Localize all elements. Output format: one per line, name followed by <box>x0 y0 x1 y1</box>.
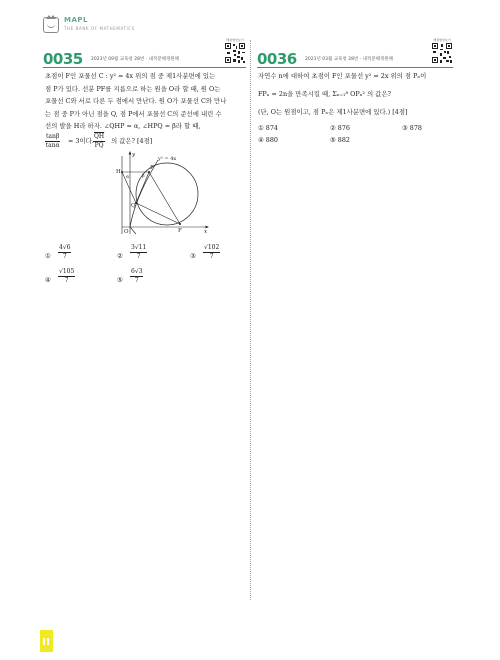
parabola-curve <box>130 160 158 227</box>
segment-pf <box>149 172 180 224</box>
choice-2[interactable]: $\frac{3√11}{7}$ <box>131 244 147 260</box>
choice-mark[interactable]: ③ <box>190 252 196 260</box>
point-f <box>179 223 181 225</box>
qr-label: 해설영상보기 <box>226 38 244 42</box>
choice-3[interactable]: ③ 878 <box>402 124 422 132</box>
choice-4[interactable]: $\frac{√105}{7}$ <box>59 268 75 284</box>
problem-info: 2023년 09월 교육청 28번 · 내적분해정원해 <box>91 57 179 62</box>
problem-line: FPₙ = 2n을 만족시킬 때, Σₙ₌₁⁸ OPₙ² 의 값은? <box>258 90 391 98</box>
brand-subtitle: THE BANK OF MATHEMATICS <box>64 26 135 31</box>
label-f: F <box>178 228 182 234</box>
label-beta: β <box>142 174 145 179</box>
problem-line: 점 P가 있다. 선분 PF를 지름으로 하는 원을 O라 할 때, 원 O는 <box>45 84 221 93</box>
problem-line: 는 점 중 P가 아닌 점을 Q, 점 P에서 포물선 C의 준선에 내린 수 <box>45 109 222 118</box>
label-o: O <box>124 229 129 235</box>
problem-number: 0035 <box>43 50 83 68</box>
choice-5[interactable]: ⑤ 882 <box>330 136 350 144</box>
choice-mark[interactable]: ② <box>117 252 123 260</box>
qr-code-icon[interactable] <box>431 42 453 64</box>
choice-mark[interactable]: ④ <box>45 276 51 284</box>
label-alpha: α <box>126 175 130 180</box>
column-divider <box>250 40 251 600</box>
qr-code-icon[interactable] <box>224 42 246 64</box>
point-p <box>148 171 150 173</box>
header-rule <box>43 67 246 68</box>
problem-line: 선의 발을 H라 하자. ∠QHP = α, ∠HPQ = β라 할 때, <box>45 122 201 130</box>
choice-3[interactable]: $\frac{√102}{7}$ <box>204 244 220 260</box>
choice-4[interactable]: ④ 880 <box>258 136 278 144</box>
circle-o <box>136 163 198 225</box>
header-rule <box>257 67 453 68</box>
problem-number: 0036 <box>257 50 297 68</box>
problem-info: 2021년 03월 교육청 28번 · 내적분해정원해 <box>305 57 393 62</box>
problem-line: 포물선 C와 서로 다른 두 점에서 만난다. 원 O가 포물선 C와 만나 <box>45 97 227 105</box>
choice-2[interactable]: ② 876 <box>330 124 350 132</box>
parabola-figure <box>100 150 210 235</box>
condition-tail: 의 값은? [4점] <box>111 137 153 145</box>
problem-line: (단, O는 원점이고, 점 Pₙ은 제1사분면에 있다.) [4점] <box>258 108 408 116</box>
choice-1[interactable]: ① 874 <box>258 124 278 132</box>
segment-ratio: $\frac{\overline{QH}}{PQ}$ <box>94 133 105 149</box>
qr-label: 해설영상보기 <box>433 38 451 42</box>
choice-mark[interactable]: ⑤ <box>117 276 123 284</box>
problem-line: 자연수 n에 대하여 초점이 F인 포물선 y² = 2x 위의 점 Pₙ이 <box>258 72 427 80</box>
label-x: x <box>204 229 208 235</box>
label-p: P <box>150 165 154 171</box>
curve-label: y² = 4x <box>158 156 177 162</box>
choice-1[interactable]: $\frac{4√6}{7}$ <box>59 244 71 260</box>
label-y: y <box>132 152 136 158</box>
logo-icon <box>43 17 59 33</box>
problem-line: 초점이 F인 포물선 C : y² = 4x 위의 점 중 제1사분면에 있는 <box>45 72 216 80</box>
page-tab-icon <box>40 630 53 652</box>
choice-mark[interactable]: ① <box>45 252 51 260</box>
point-h <box>121 171 123 173</box>
ratio-fraction: $\frac{\tan\beta}{\tan\alpha}$ <box>45 133 60 149</box>
condition-text: = 3이다. <box>68 137 94 145</box>
label-h: H <box>116 169 121 175</box>
brand-name: MAPL <box>64 16 88 24</box>
label-q: Q <box>131 203 136 209</box>
choice-5[interactable]: $\frac{6√3}{7}$ <box>131 268 143 284</box>
